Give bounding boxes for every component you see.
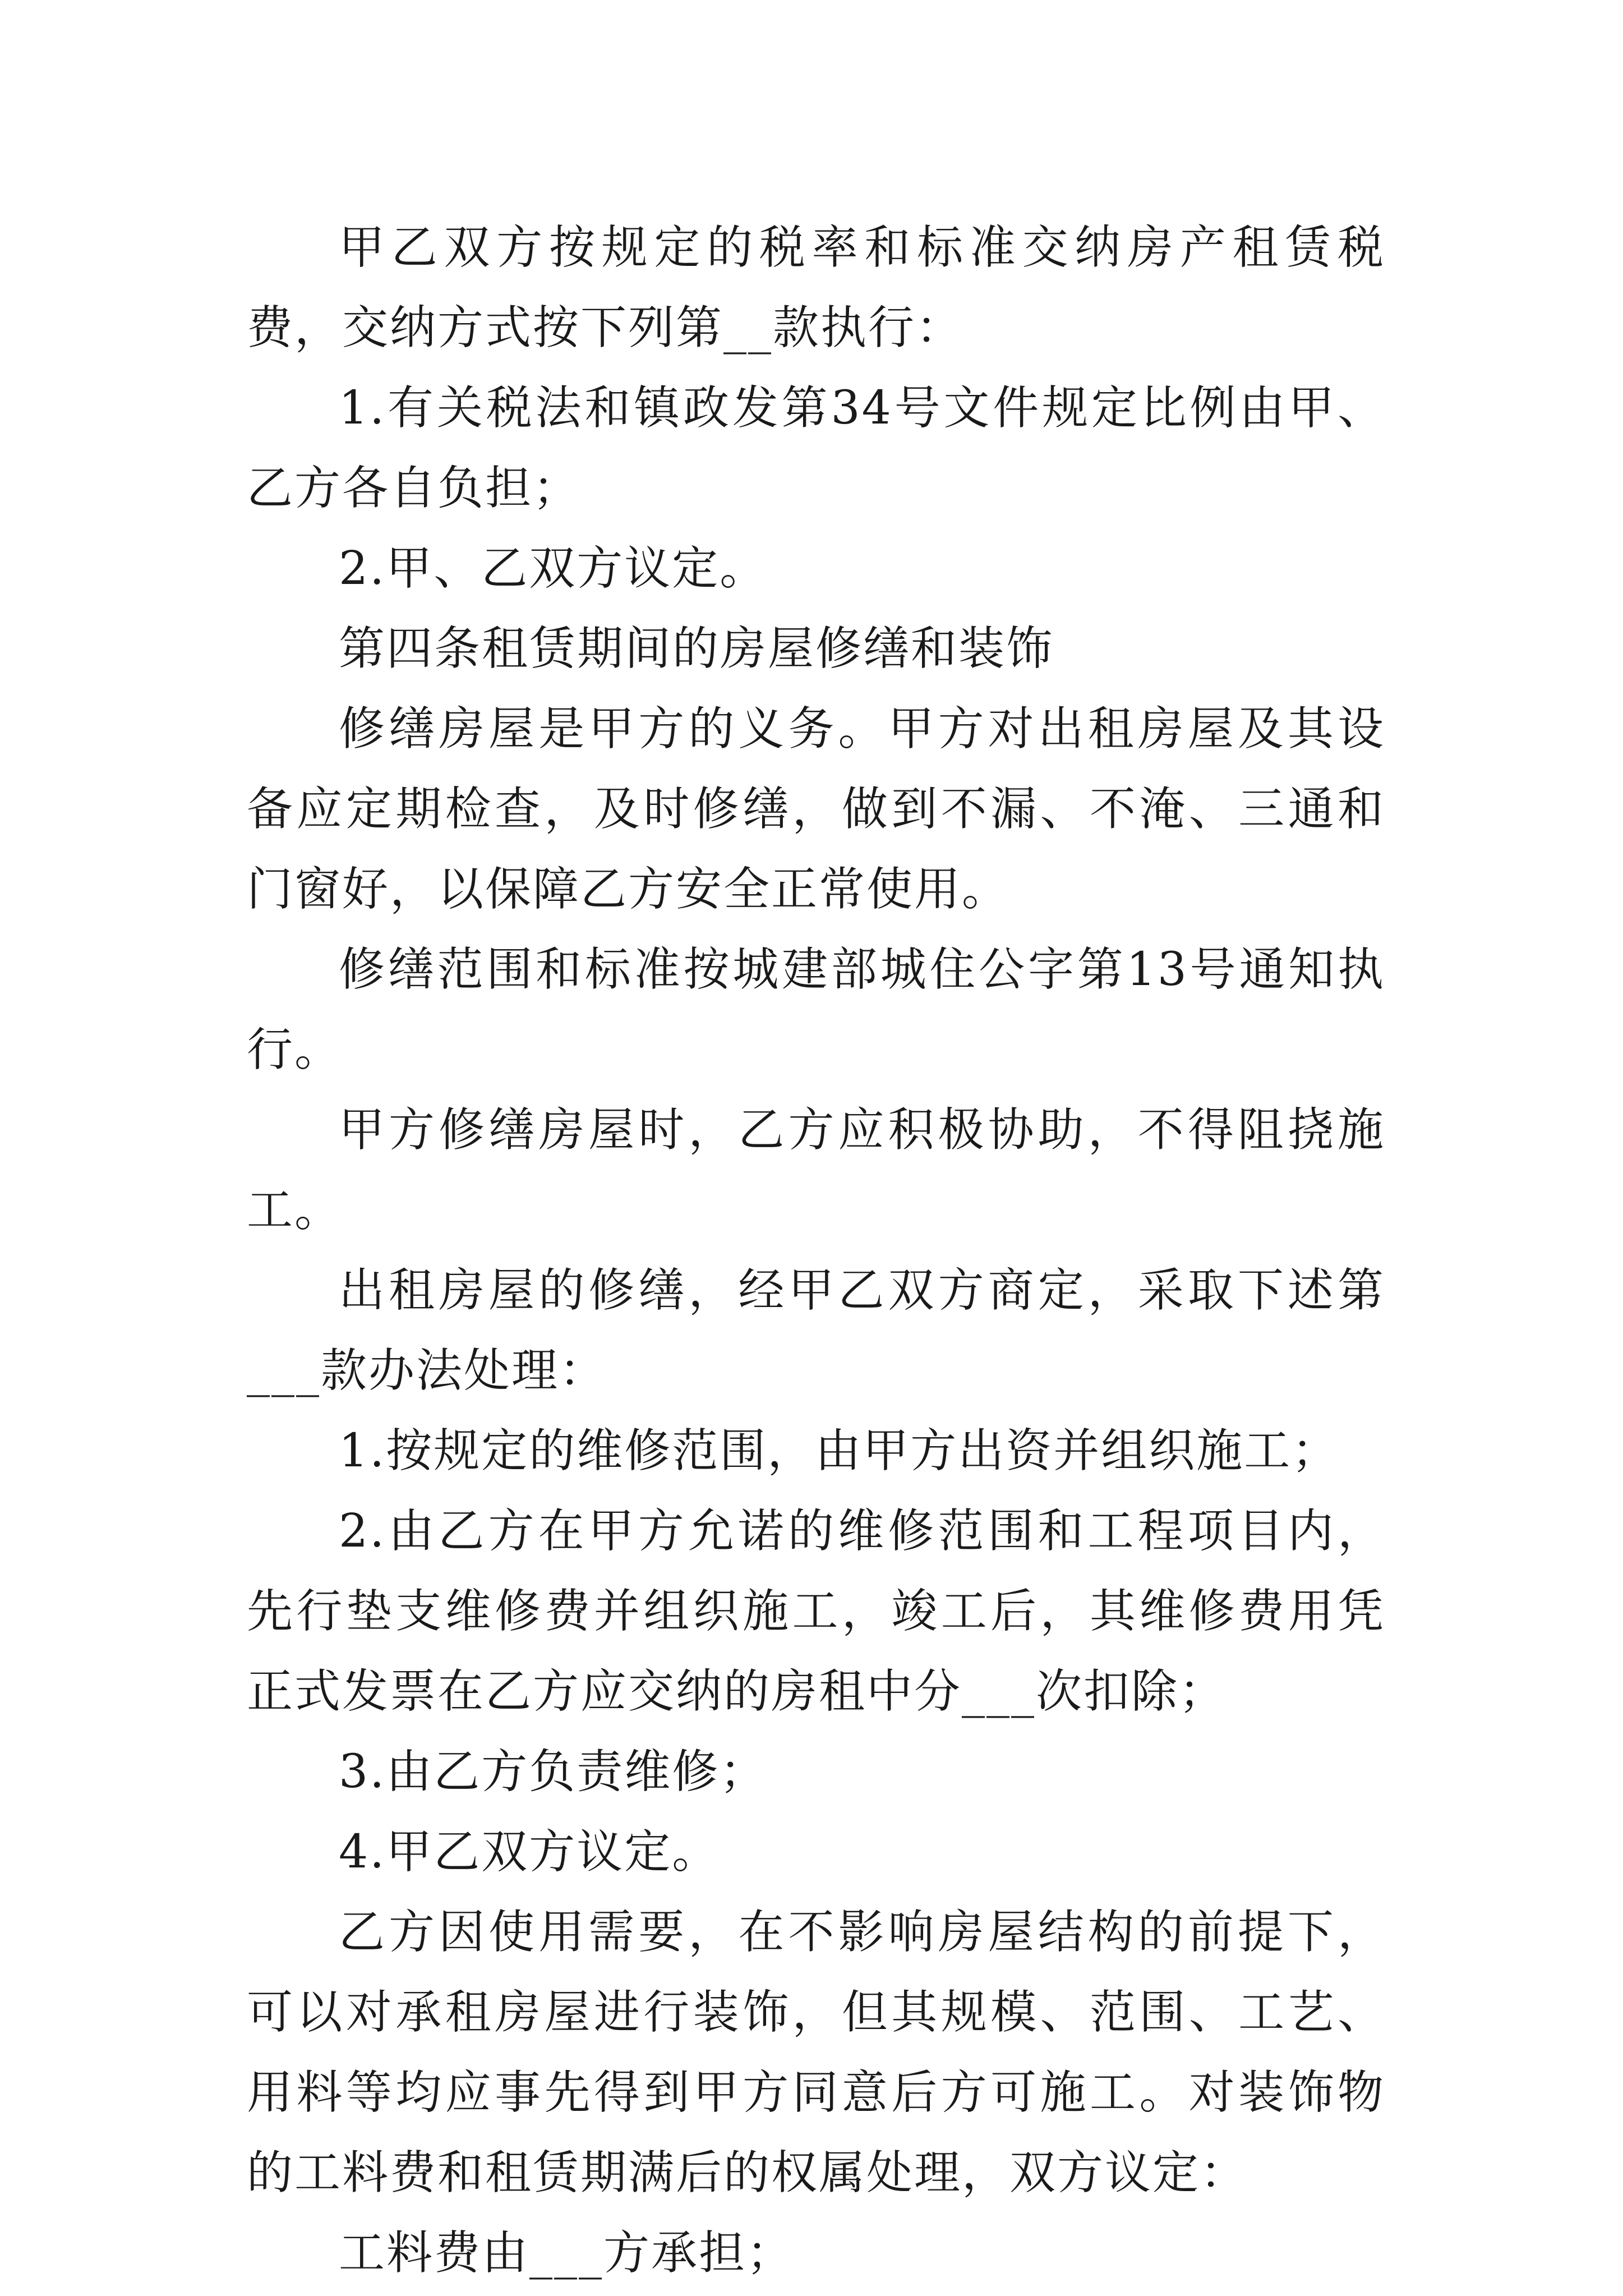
paragraph-repair-method: 出租房屋的修缮，经甲乙双方商定，采取下述第___款办法处理： — [247, 1264, 1385, 1397]
paragraph-tax-item-2: 2.甲、乙双方议定。 — [339, 542, 768, 595]
paragraph-repair-item-4: 4.甲乙双方议定。 — [339, 1825, 720, 1879]
paragraph-repair-item-1: 1.按规定的维修范围，由甲方出资并组织施工； — [339, 1424, 1340, 1478]
section-heading-article-4: 第四条租赁期间的房屋修缮和装饰 — [339, 622, 1054, 675]
paragraph-repair-cooperation: 甲方修缮房屋时，乙方应积极协助，不得阻挠施工。 — [247, 1103, 1385, 1237]
paragraph-tax-item-1: 1.有关税法和镇政发第34号文件规定比例由甲、乙方各自负担； — [247, 381, 1385, 515]
paragraph-tax-payment: 甲乙双方按规定的税率和标准交纳房产租赁税费，交纳方式按下列第__款执行： — [247, 221, 1385, 355]
paragraph-repair-scope: 修缮范围和标准按城建部城住公字第13号通知执行。 — [247, 943, 1385, 1076]
paragraph-material-cost: 工料费由___方承担； — [339, 2226, 795, 2280]
paragraph-repair-item-2: 2.由乙方在甲方允诺的维修范围和工程项目内，先行垫支维修费并组织施工，竣工后，其维修费用凭正式发票在乙方应交纳的房租中分___次扣除； — [247, 1504, 1385, 1718]
document-body — [247, 208, 1385, 2293]
paragraph-decoration: 乙方因使用需要，在不影响房屋结构的前提下，可以对承租房屋进行装饰，但其规模、范围、工艺、用料等均应事先得到甲方同意后方可施工。对装饰物的工料费和租赁期满后的权属处理，双方议定： — [247, 1906, 1385, 2200]
paragraph-repair-item-3: 3.由乙方负责维修； — [339, 1745, 768, 1798]
paragraph-repair-duty: 修缮房屋是甲方的义务。甲方对出租房屋及其设备应定期检查，及时修缮，做到不漏、不淹、三通和门窗好，以保障乙方安全正常使用。 — [247, 702, 1385, 916]
